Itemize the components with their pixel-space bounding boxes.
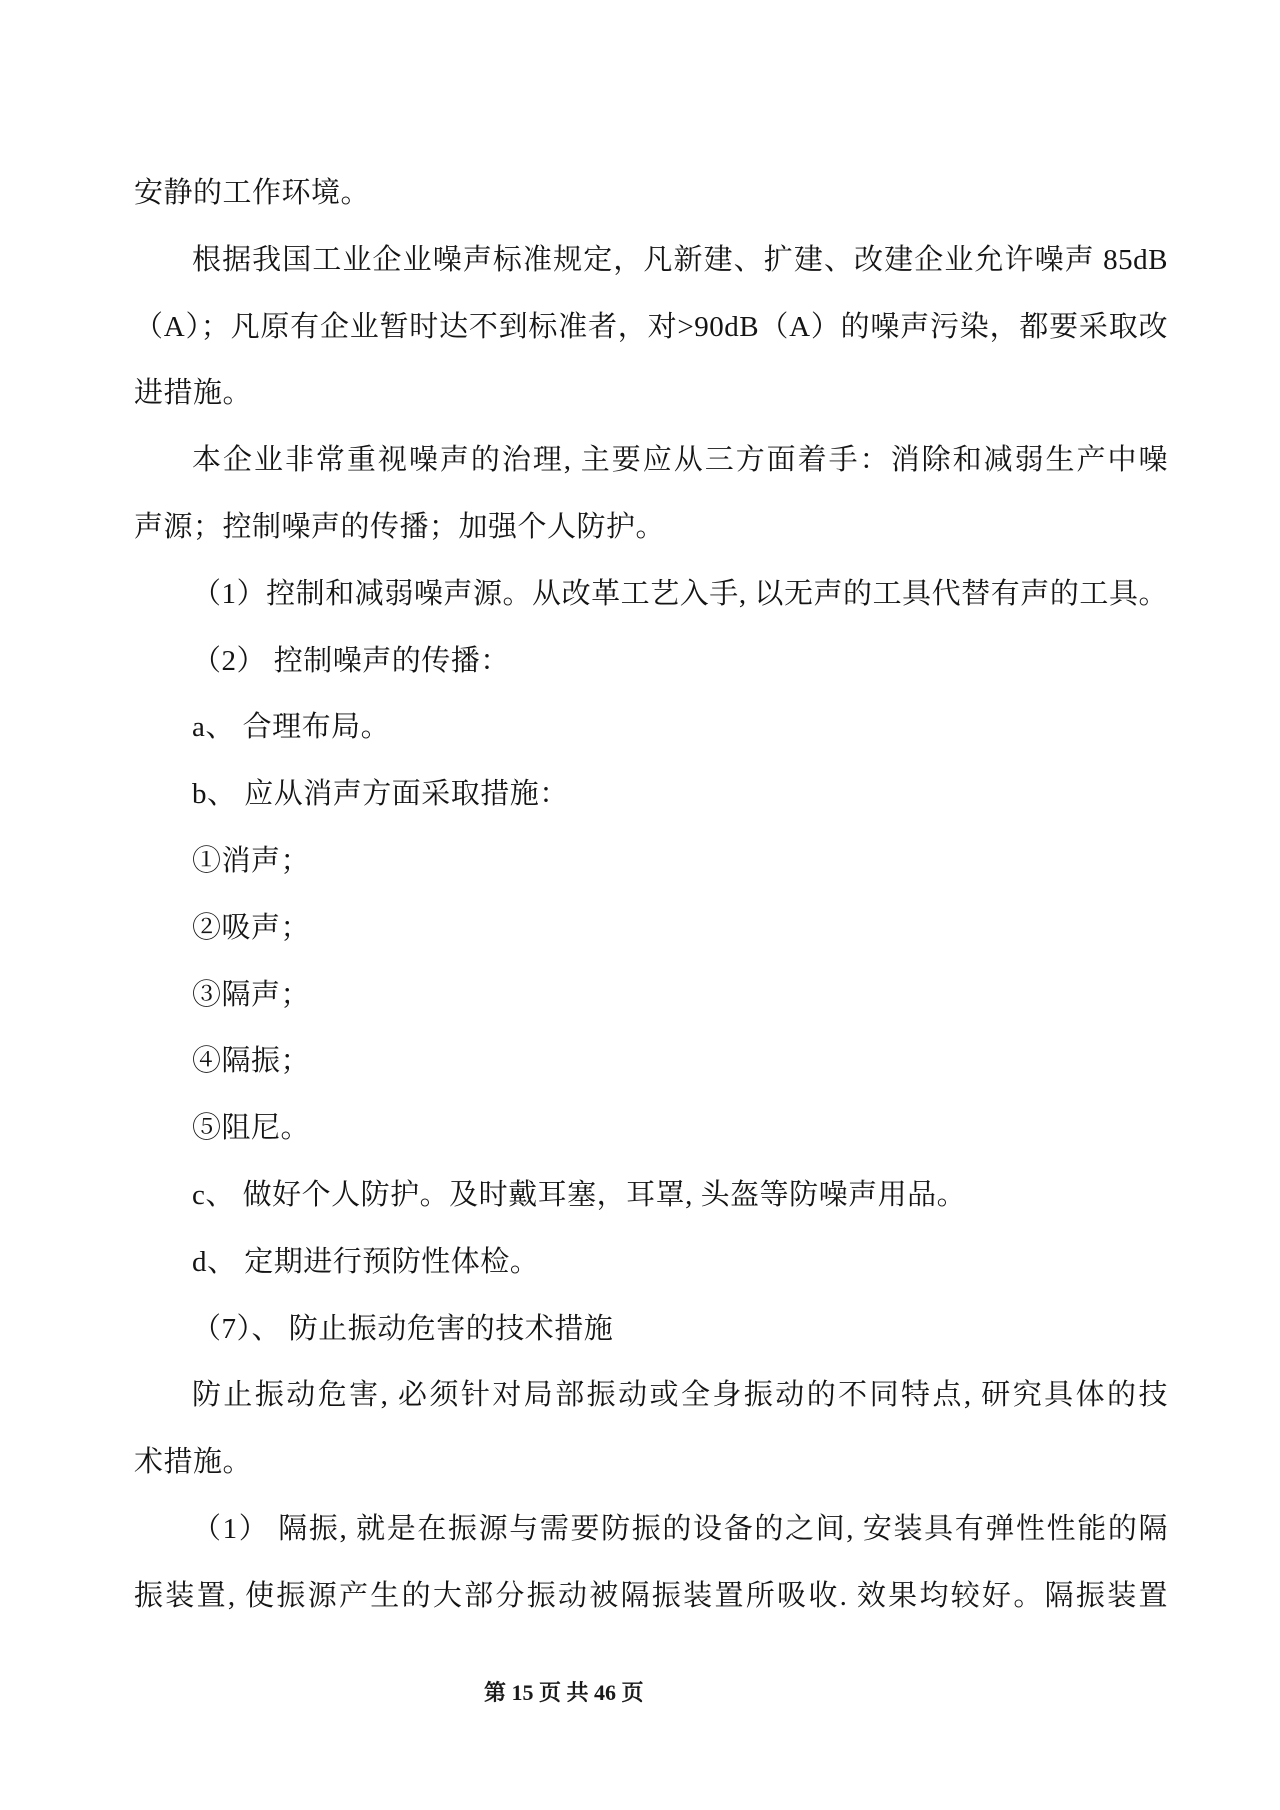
page-footer: 第 15 页 共 46 页 (484, 1680, 644, 1705)
text-line: d、 定期进行预防性体检。 (192, 1245, 540, 1278)
text-line: 振装置, 使振源产生的大部分振动被隔振装置所吸收. 效果均较好。隔振装置 (134, 1579, 1168, 1612)
text-line: （A）；凡原有企业暂时达不到标准者，对>90dB（A）的噪声污染，都要采取改 (134, 310, 1168, 343)
text-line: b、 应从消声方面采取措施： (192, 778, 569, 811)
text-line: a、 合理布局。 (192, 711, 391, 744)
text-line: ③隔声； (192, 978, 311, 1011)
text-line: 根据我国工业企业噪声标准规定，凡新建、扩建、改建企业允许噪声 85dB (192, 243, 1168, 276)
text-line: 进措施。 (134, 377, 253, 410)
text-line: 术措施。 (134, 1446, 253, 1479)
text-line: （1）控制和减弱噪声源。从改革工艺入手, 以无声的工具代替有声的工具。 (192, 577, 1168, 610)
text-line: 本企业非常重视噪声的治理, 主要应从三方面着手：消除和减弱生产中噪 (192, 444, 1168, 477)
text-line: 安静的工作环境。 (134, 177, 371, 209)
document-body (134, 160, 1168, 1630)
text-line: （7）、 防止振动危害的技术措施 (192, 1312, 614, 1345)
text-line: ⑤阻尼。 (192, 1112, 311, 1145)
text-line: 声源；控制噪声的传播；加强个人防护。 (134, 510, 666, 543)
text-line: ④隔振； (192, 1045, 311, 1078)
text-line: 防止振动危害, 必须针对局部振动或全身振动的不同特点, 研究具体的技 (192, 1379, 1168, 1412)
text-line: ①消声； (192, 844, 311, 877)
text-line: ②吸声； (192, 911, 311, 944)
text-line: （1） 隔振, 就是在振源与需要防振的设备的之间, 安装具有弹性性能的隔 (192, 1512, 1168, 1545)
text-line: c、 做好个人防护。及时戴耳塞，耳罩, 头盔等防噪声用品。 (192, 1178, 967, 1211)
text-line: （2） 控制噪声的传播： (192, 644, 510, 677)
